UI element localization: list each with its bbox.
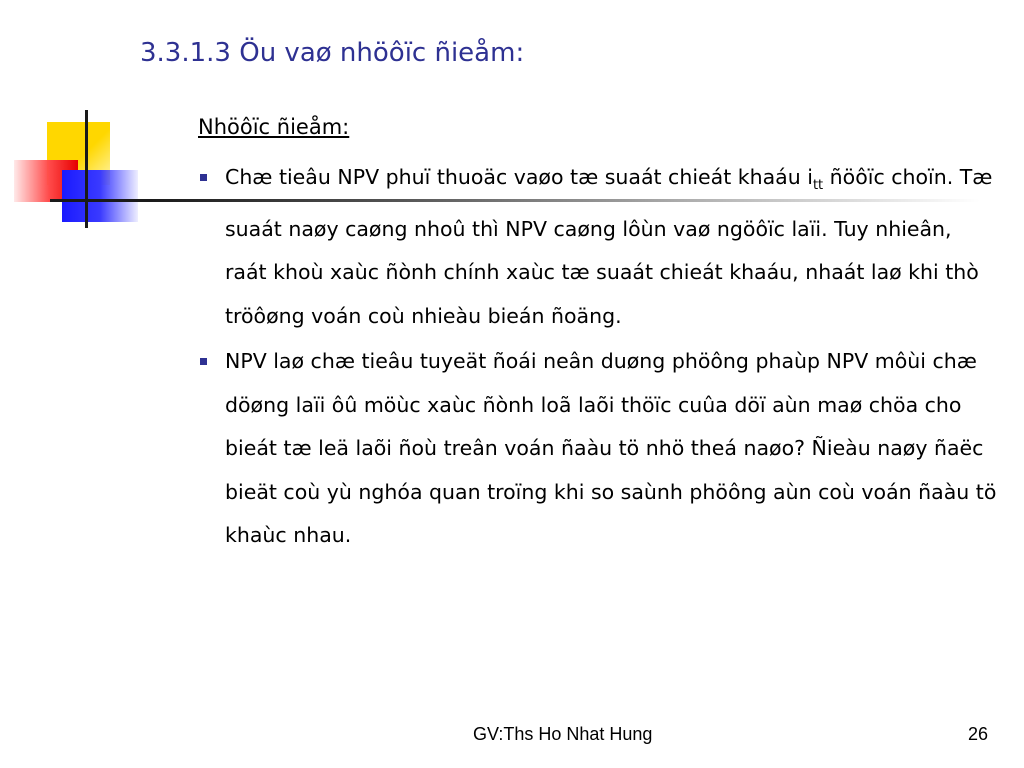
logo-blue-square bbox=[62, 170, 138, 222]
bullet-item-2 bbox=[198, 340, 998, 558]
slide-title: 3.3.1.3 Öu vaø nhöôïc ñieåm: bbox=[140, 38, 525, 68]
logo-vertical-line bbox=[85, 110, 88, 228]
bullet-text: NPV laø chæ tieâu tuyeät ñoái neân duøng phöông phaùp NPV môùi chæ döøng laïi ôû möùc xaùc ñònh loã laõi thöïc cuûa döï aùn maø chöa cho bieát tæ leä laõi ñoù treân voán ñaàu tö nhö theá naøo? Ñieàu naøy ñaëc bieät coù yù nghóa quan troïng khi so saùnh phöông aùn coù voán ñaàu tö khaùc nhau. bbox=[225, 349, 997, 548]
bullet-square-icon bbox=[200, 174, 207, 181]
decorative-logo bbox=[0, 0, 160, 240]
logo-horizontal-line bbox=[50, 199, 160, 202]
subheading: Nhöôïc ñieåm: bbox=[198, 115, 350, 139]
bullet-item-1 bbox=[198, 156, 998, 338]
bullet-text-part: ñöôïc choïn. Tæ suaát naøy caøng nhoû thì NPV caøng lôùn vaø ngöôïc laïi. Tuy nhieân, raát khoù xaùc ñònh chính xaùc tæ suaát chieát khaáu, nhaát laø khi thò tröôøng voán coù nhieàu bieán ñoäng. bbox=[225, 165, 993, 328]
slide-body bbox=[198, 110, 998, 560]
footer-author: GV:Ths Ho Nhat Hung bbox=[473, 724, 653, 744]
bullet-list bbox=[198, 156, 998, 558]
bullet-text-part: Chæ tieâu NPV phuï thuoäc vaøo tæ suaát chieát khaáu i bbox=[225, 165, 813, 189]
subscript-tt: tt bbox=[812, 178, 824, 194]
bullet-square-icon bbox=[200, 358, 207, 365]
page-number: 26 bbox=[968, 724, 989, 744]
